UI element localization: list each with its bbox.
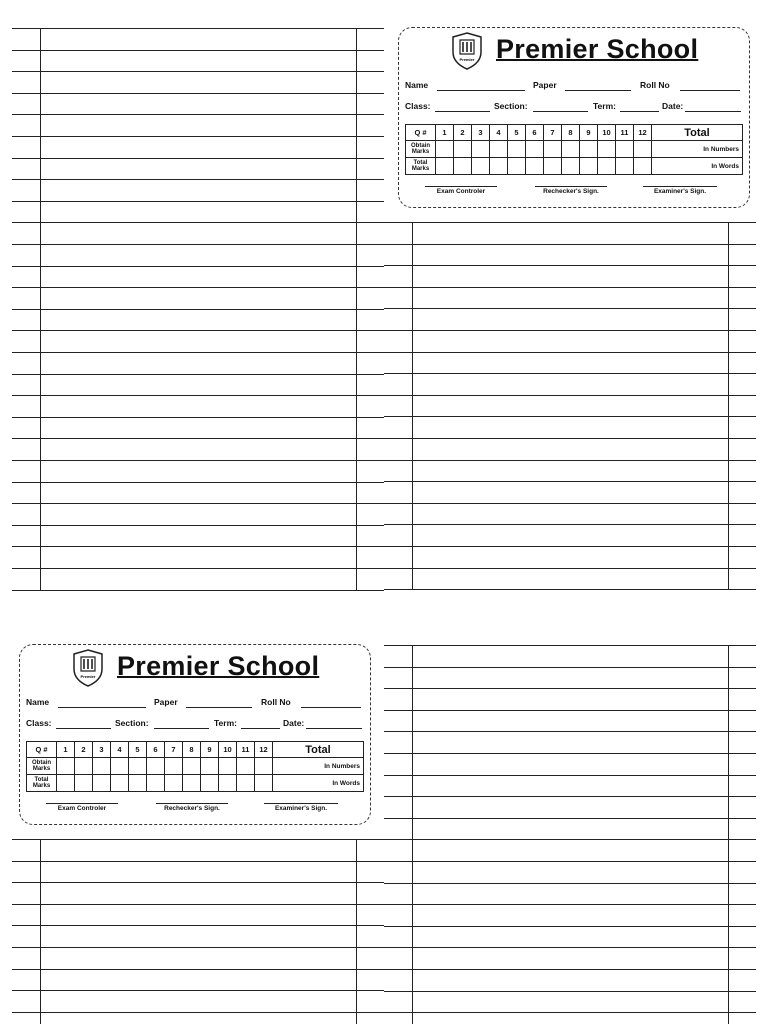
obtain-cell[interactable] (219, 758, 237, 775)
obtain-cell[interactable] (454, 141, 472, 158)
total-cell[interactable] (111, 775, 129, 792)
total-cell[interactable] (129, 775, 147, 792)
section-field[interactable] (154, 728, 209, 729)
class-field[interactable] (435, 111, 490, 112)
name-label: Name (26, 697, 50, 707)
total-cell[interactable] (580, 158, 598, 175)
rechecker-signature: Rechecker's Sign. (531, 186, 611, 195)
date-field[interactable] (685, 111, 741, 112)
q-number: 2 (75, 742, 93, 758)
marks-table (405, 124, 743, 175)
q-number: 7 (165, 742, 183, 758)
in-words-label: In Words (652, 158, 743, 175)
svg-text:Premier: Premier (80, 674, 96, 679)
roll-no-label: Roll No (261, 697, 291, 707)
q-number: 6 (147, 742, 165, 758)
term-field[interactable] (241, 728, 280, 729)
obtain-cell[interactable] (255, 758, 273, 775)
q-number: 10 (598, 125, 616, 141)
term-field[interactable] (620, 111, 659, 112)
roll-no-label: Roll No (640, 80, 670, 90)
paper-label: Paper (533, 80, 557, 90)
svg-text:Premier: Premier (459, 57, 475, 62)
obtain-cell[interactable] (93, 758, 111, 775)
date-label: Date: (283, 718, 305, 728)
obtain-cell[interactable] (57, 758, 75, 775)
total-cell[interactable] (147, 775, 165, 792)
name-field[interactable] (58, 707, 146, 708)
q-number: 1 (436, 125, 454, 141)
total-cell[interactable] (490, 158, 508, 175)
obtain-cell[interactable] (562, 141, 580, 158)
total-cell[interactable] (598, 158, 616, 175)
q-number: 9 (201, 742, 219, 758)
section-field[interactable] (533, 111, 588, 112)
obtain-cell[interactable] (526, 141, 544, 158)
total-cell[interactable] (57, 775, 75, 792)
total-cell[interactable] (634, 158, 652, 175)
section-label: Section: (494, 101, 528, 111)
q-number: 8 (562, 125, 580, 141)
date-field[interactable] (306, 728, 362, 729)
total-cell[interactable] (508, 158, 526, 175)
obtain-cell[interactable] (183, 758, 201, 775)
paper-label: Paper (154, 697, 178, 707)
total-cell[interactable] (75, 775, 93, 792)
obtain-marks-label: Obtain Marks (406, 141, 436, 158)
term-label: Term: (214, 718, 237, 728)
q-number: 2 (454, 125, 472, 141)
school-name: Premier School (496, 34, 699, 64)
total-header: Total (273, 742, 364, 758)
exam-controller-signature: Exam Controler (42, 803, 122, 812)
obtain-cell[interactable] (147, 758, 165, 775)
q-number: 11 (616, 125, 634, 141)
total-cell[interactable] (255, 775, 273, 792)
obtain-cell[interactable] (237, 758, 255, 775)
obtain-marks-label: Obtain Marks (27, 758, 57, 775)
paper-field[interactable] (565, 90, 631, 91)
q-number: 5 (508, 125, 526, 141)
total-cell[interactable] (454, 158, 472, 175)
obtain-cell[interactable] (472, 141, 490, 158)
name-field[interactable] (437, 90, 525, 91)
total-cell[interactable] (201, 775, 219, 792)
obtain-cell[interactable] (490, 141, 508, 158)
exam-header-card-bottom (19, 644, 371, 825)
q-number: 12 (634, 125, 652, 141)
total-cell[interactable] (544, 158, 562, 175)
name-label: Name (405, 80, 429, 90)
class-label: Class: (26, 718, 52, 728)
obtain-cell[interactable] (544, 141, 562, 158)
total-cell[interactable] (165, 775, 183, 792)
class-label: Class: (405, 101, 431, 111)
total-cell[interactable] (472, 158, 490, 175)
roll-no-field[interactable] (680, 90, 740, 91)
q-number: 7 (544, 125, 562, 141)
q-number: 6 (526, 125, 544, 141)
school-name: Premier School (117, 651, 320, 681)
term-label: Term: (593, 101, 616, 111)
q-number: 11 (237, 742, 255, 758)
total-cell[interactable] (436, 158, 454, 175)
obtain-cell[interactable] (616, 141, 634, 158)
q-number: 9 (580, 125, 598, 141)
exam-header-card-top (398, 27, 750, 208)
obtain-cell[interactable] (634, 141, 652, 158)
class-field[interactable] (56, 728, 111, 729)
obtain-cell[interactable] (508, 141, 526, 158)
total-cell[interactable] (526, 158, 544, 175)
total-header: Total (652, 125, 743, 141)
q-number: 12 (255, 742, 273, 758)
q-number: 3 (472, 125, 490, 141)
roll-no-field[interactable] (301, 707, 361, 708)
total-cell[interactable] (219, 775, 237, 792)
examiner-signature: Examiner's Sign. (639, 186, 721, 195)
obtain-cell[interactable] (129, 758, 147, 775)
date-label: Date: (662, 101, 684, 111)
total-cell[interactable] (237, 775, 255, 792)
obtain-cell[interactable] (580, 141, 598, 158)
obtain-cell[interactable] (165, 758, 183, 775)
q-number: 4 (111, 742, 129, 758)
rechecker-signature: Rechecker's Sign. (152, 803, 232, 812)
obtain-cell[interactable] (436, 141, 454, 158)
q-number: 10 (219, 742, 237, 758)
school-logo-icon (72, 649, 104, 687)
obtain-cell[interactable] (201, 758, 219, 775)
section-label: Section: (115, 718, 149, 728)
exam-controller-signature: Exam Controler (421, 186, 501, 195)
obtain-cell[interactable] (598, 141, 616, 158)
examiner-signature: Examiner's Sign. (260, 803, 342, 812)
q-number: 8 (183, 742, 201, 758)
obtain-cell[interactable] (111, 758, 129, 775)
paper-field[interactable] (186, 707, 252, 708)
total-cell[interactable] (93, 775, 111, 792)
total-cell[interactable] (562, 158, 580, 175)
in-words-label: In Words (273, 775, 364, 792)
total-marks-label: Total Marks (27, 775, 57, 792)
in-numbers-label: In Numbers (652, 141, 743, 158)
obtain-cell[interactable] (75, 758, 93, 775)
marks-table (26, 741, 364, 792)
q-number: 3 (93, 742, 111, 758)
q-number: 1 (57, 742, 75, 758)
school-logo-icon (451, 32, 483, 70)
q-header: Q # (406, 125, 436, 141)
in-numbers-label: In Numbers (273, 758, 364, 775)
q-number: 5 (129, 742, 147, 758)
total-marks-label: Total Marks (406, 158, 436, 175)
total-cell[interactable] (616, 158, 634, 175)
total-cell[interactable] (183, 775, 201, 792)
q-header: Q # (27, 742, 57, 758)
q-number: 4 (490, 125, 508, 141)
